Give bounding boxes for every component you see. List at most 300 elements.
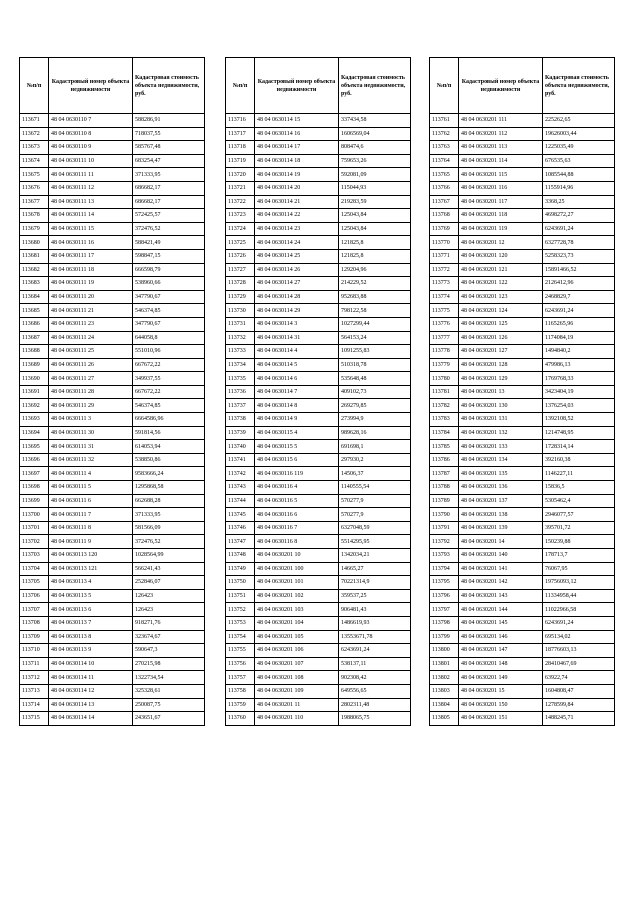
table-row <box>430 616 615 630</box>
cadastral-value: 325328,61 <box>133 684 205 698</box>
table-row <box>226 263 411 277</box>
table-row <box>20 589 205 603</box>
table-row <box>226 154 411 168</box>
row-number: 113736 <box>226 385 255 399</box>
cadastral-number: 48 04 0630114 22 <box>255 209 339 223</box>
cadastral-number: 48 04 0630111 21 <box>49 304 133 318</box>
row-number: 113694 <box>20 426 49 440</box>
table-row <box>226 481 411 495</box>
table-row <box>20 154 205 168</box>
cadastral-number: 48 04 0630114 26 <box>255 263 339 277</box>
cadastral-number: 48 04 0630201 128 <box>459 358 543 372</box>
cadastral-value: 686682,17 <box>133 195 205 209</box>
cadastral-number: 48 04 0630201 110 <box>255 712 339 726</box>
cadastral-value: 125043,84 <box>339 209 411 223</box>
table-row <box>226 331 411 345</box>
cadastral-value: 269279,85 <box>339 399 411 413</box>
cadastral-value: 1146227,11 <box>543 467 615 481</box>
row-number: 113700 <box>20 508 49 522</box>
table-row <box>226 630 411 644</box>
cadastral-number: 48 04 0630201 102 <box>255 589 339 603</box>
cadastral-number: 48 04 0630201 143 <box>459 589 543 603</box>
cadastral-number: 48 04 0630115 5 <box>255 440 339 454</box>
header-num: №п/п <box>430 58 459 114</box>
cadastral-number: 48 04 0630201 105 <box>255 630 339 644</box>
row-number: 113785 <box>430 440 459 454</box>
table-row <box>430 222 615 236</box>
table-row <box>430 562 615 576</box>
cadastral-number: 48 04 0630201 11 <box>255 698 339 712</box>
cadastre-table-3 <box>429 57 615 726</box>
cadastral-number: 48 04 0630114 24 <box>255 236 339 250</box>
row-number: 113737 <box>226 399 255 413</box>
cadastral-number: 48 04 0630116 7 <box>255 521 339 535</box>
cadastral-value: 121825,8 <box>339 236 411 250</box>
cadastral-number: 48 04 0630201 122 <box>459 277 543 291</box>
row-number: 113719 <box>226 154 255 168</box>
cadastral-number: 48 04 0630111 5 <box>49 481 133 495</box>
cadastral-number: 48 04 0630114 17 <box>255 141 339 155</box>
table-row <box>20 671 205 685</box>
table-row <box>20 684 205 698</box>
cadastral-value: 570277,9 <box>339 508 411 522</box>
cadastral-number: 48 04 0630201 140 <box>459 549 543 563</box>
row-number: 113686 <box>20 317 49 331</box>
table-row <box>430 508 615 522</box>
cadastral-value: 225262,65 <box>543 114 615 128</box>
cadastral-number: 48 04 0630113 5 <box>49 589 133 603</box>
table-row <box>430 521 615 535</box>
table-row <box>226 589 411 603</box>
cadastral-number: 48 04 0630114 10 <box>49 657 133 671</box>
row-number: 113786 <box>430 453 459 467</box>
table-row <box>226 399 411 413</box>
cadastral-number: 48 04 0630114 7 <box>255 385 339 399</box>
table-row <box>20 616 205 630</box>
row-number: 113735 <box>226 372 255 386</box>
cadastral-number: 48 04 0630201 139 <box>459 521 543 535</box>
table-row <box>430 440 615 454</box>
row-number: 113778 <box>430 345 459 359</box>
table-row <box>20 576 205 590</box>
row-number: 113689 <box>20 358 49 372</box>
cadastral-number: 48 04 0630113 8 <box>49 630 133 644</box>
table-row <box>20 549 205 563</box>
row-number: 113784 <box>430 426 459 440</box>
cadastral-number: 48 04 0630201 116 <box>459 181 543 195</box>
table-row <box>430 426 615 440</box>
cadastral-number: 48 04 0630111 4 <box>49 467 133 481</box>
cadastral-number: 48 04 0630114 3 <box>255 317 339 331</box>
table-row <box>226 562 411 576</box>
cadastral-number: 48 04 0630201 121 <box>459 263 543 277</box>
cadastral-number: 48 04 0630201 101 <box>255 576 339 590</box>
cadastral-number: 48 04 0630111 3 <box>49 413 133 427</box>
cadastral-value: 798122,58 <box>339 304 411 318</box>
cadastral-value: 409102,73 <box>339 385 411 399</box>
row-number: 113754 <box>226 630 255 644</box>
cadastral-number: 48 04 0630201 12 <box>459 236 543 250</box>
cadastral-number: 48 04 0630111 32 <box>49 453 133 467</box>
cadastral-number: 48 04 0630201 111 <box>459 114 543 128</box>
cadastral-value: 6243691,24 <box>543 222 615 236</box>
table-row <box>430 263 615 277</box>
table-row <box>226 413 411 427</box>
table-row <box>430 481 615 495</box>
cadastral-value: 1988065,75 <box>339 712 411 726</box>
header-cadastral: Кадастровый номер объекта недвижимости <box>49 58 133 114</box>
table-row <box>20 535 205 549</box>
cadastral-value: 2126412,96 <box>543 277 615 291</box>
cadastral-value: 676535,63 <box>543 154 615 168</box>
table-row <box>20 481 205 495</box>
cadastral-value: 359537,25 <box>339 589 411 603</box>
cadastral-value: 1278599,84 <box>543 698 615 712</box>
cadastral-number: 48 04 0630111 25 <box>49 345 133 359</box>
row-number: 113725 <box>226 236 255 250</box>
row-number: 113724 <box>226 222 255 236</box>
row-number: 113781 <box>430 385 459 399</box>
cadastral-number: 48 04 0630111 24 <box>49 331 133 345</box>
cadastral-value: 178713,7 <box>543 549 615 563</box>
cadastral-value: 6243691,24 <box>543 304 615 318</box>
cadastral-number: 48 04 0630201 147 <box>459 644 543 658</box>
cadastral-number: 48 04 0630201 103 <box>255 603 339 617</box>
table-row <box>226 535 411 549</box>
cadastral-value: 566241,43 <box>133 562 205 576</box>
table-row <box>430 209 615 223</box>
table-row <box>20 222 205 236</box>
row-number: 113685 <box>20 304 49 318</box>
row-number: 113795 <box>430 576 459 590</box>
table-row <box>20 426 205 440</box>
table-row <box>226 521 411 535</box>
row-number: 113679 <box>20 222 49 236</box>
table-row <box>20 277 205 291</box>
table-row <box>430 453 615 467</box>
table-row <box>20 399 205 413</box>
cadastral-value: 115044,93 <box>339 181 411 195</box>
cadastral-value: 718037,55 <box>133 127 205 141</box>
row-number: 113697 <box>20 467 49 481</box>
table-row <box>20 508 205 522</box>
row-number: 113748 <box>226 549 255 563</box>
table-row <box>20 290 205 304</box>
cadastral-value: 4698272,27 <box>543 209 615 223</box>
table-row <box>430 249 615 263</box>
row-number: 113740 <box>226 440 255 454</box>
cadastral-number: 48 04 0630113 7 <box>49 616 133 630</box>
cadastral-value: 219283,59 <box>339 195 411 209</box>
table-row <box>430 154 615 168</box>
row-number: 113690 <box>20 372 49 386</box>
table-row <box>226 372 411 386</box>
cadastral-number: 48 04 0630111 18 <box>49 263 133 277</box>
row-number: 113746 <box>226 521 255 535</box>
row-number: 113799 <box>430 630 459 644</box>
cadastral-value: 538137,11 <box>339 657 411 671</box>
cadastral-number: 48 04 0630111 12 <box>49 181 133 195</box>
cadastral-number: 48 04 0630116 4 <box>255 481 339 495</box>
row-number: 113675 <box>20 168 49 182</box>
table-body <box>430 114 615 726</box>
cadastral-number: 48 04 0630201 136 <box>459 481 543 495</box>
cadastral-value: 273994,9 <box>339 413 411 427</box>
cadastral-number: 48 04 0630114 21 <box>255 195 339 209</box>
cadastral-value: 592081,09 <box>339 168 411 182</box>
row-number: 113677 <box>20 195 49 209</box>
cadastral-value: 1342034,21 <box>339 549 411 563</box>
table-row <box>20 209 205 223</box>
row-number: 113672 <box>20 127 49 141</box>
cadastral-value: 14665,27 <box>339 562 411 576</box>
row-number: 113745 <box>226 508 255 522</box>
row-number: 113732 <box>226 331 255 345</box>
cadastral-value: 243651,67 <box>133 712 205 726</box>
cadastral-number: 48 04 0630114 29 <box>255 304 339 318</box>
row-number: 113750 <box>226 576 255 590</box>
row-number: 113702 <box>20 535 49 549</box>
cadastral-number: 48 04 0630111 29 <box>49 399 133 413</box>
table-row <box>226 114 411 128</box>
row-number: 113695 <box>20 440 49 454</box>
row-number: 113710 <box>20 644 49 658</box>
cadastral-number: 48 04 0630201 133 <box>459 440 543 454</box>
header-cadastral: Кадастровый номер объекта недвижимости <box>459 58 543 114</box>
row-number: 113734 <box>226 358 255 372</box>
table-row <box>430 304 615 318</box>
cadastral-number: 48 04 0630111 20 <box>49 290 133 304</box>
row-number: 113744 <box>226 494 255 508</box>
cadastral-value: 76067,95 <box>543 562 615 576</box>
table-row <box>20 562 205 576</box>
table-row <box>20 372 205 386</box>
header-value: Кадастровая стоимость объекта недвижимости, руб. <box>339 58 411 114</box>
cadastral-number: 48 04 0630115 6 <box>255 453 339 467</box>
cadastral-number: 48 04 0630201 125 <box>459 317 543 331</box>
table-row <box>430 317 615 331</box>
table-row <box>430 494 615 508</box>
cadastral-value: 1028564,99 <box>133 549 205 563</box>
cadastral-number: 48 04 0630201 148 <box>459 657 543 671</box>
cadastral-number: 48 04 0630114 9 <box>255 413 339 427</box>
table-row <box>20 345 205 359</box>
table-row <box>226 358 411 372</box>
table-row <box>430 236 615 250</box>
header-cadastral: Кадастровый номер объекта недвижимости <box>255 58 339 114</box>
cadastral-value: 126423 <box>133 603 205 617</box>
table-body <box>20 114 205 726</box>
cadastral-number: 48 04 0630113 9 <box>49 644 133 658</box>
cadastral-number: 48 04 0630201 127 <box>459 345 543 359</box>
row-number: 113711 <box>20 657 49 671</box>
table-row <box>226 141 411 155</box>
header-row <box>20 58 205 114</box>
row-number: 113722 <box>226 195 255 209</box>
cadastral-number: 48 04 0630201 129 <box>459 372 543 386</box>
row-number: 113715 <box>20 712 49 726</box>
cadastral-number: 48 04 0630201 134 <box>459 453 543 467</box>
cadastral-number: 48 04 0630111 8 <box>49 521 133 535</box>
cadastral-value: 2468829,7 <box>543 290 615 304</box>
cadastral-number: 48 04 0630114 19 <box>255 168 339 182</box>
row-number: 113774 <box>430 290 459 304</box>
cadastral-value: 3368,25 <box>543 195 615 209</box>
row-number: 113759 <box>226 698 255 712</box>
row-number: 113747 <box>226 535 255 549</box>
cadastral-value: 2946077,57 <box>543 508 615 522</box>
cadastral-value: 347790,67 <box>133 290 205 304</box>
cadastral-number: 48 04 0630201 138 <box>459 508 543 522</box>
cadastral-value: 349937,55 <box>133 372 205 386</box>
cadastral-value: 585767,48 <box>133 141 205 155</box>
cadastral-number: 48 04 0630201 10 <box>255 549 339 563</box>
cadastral-value: 572425,57 <box>133 209 205 223</box>
cadastral-number: 48 04 0630201 149 <box>459 671 543 685</box>
table-row <box>20 263 205 277</box>
cadastral-value: 683254,47 <box>133 154 205 168</box>
row-number: 113751 <box>226 589 255 603</box>
cadastral-value: 1728314,14 <box>543 440 615 454</box>
cadastral-number: 48 04 0630201 14 <box>459 535 543 549</box>
row-number: 113792 <box>430 535 459 549</box>
cadastral-value: 1225035,49 <box>543 141 615 155</box>
cadastral-number: 48 04 0630113 120 <box>49 549 133 563</box>
table-row <box>20 644 205 658</box>
table-row <box>226 549 411 563</box>
table-row <box>226 712 411 726</box>
cadastral-number: 48 04 0630201 114 <box>459 154 543 168</box>
cadastral-number: 48 04 0630201 118 <box>459 209 543 223</box>
row-number: 113765 <box>430 168 459 182</box>
cadastral-number: 48 04 0630114 4 <box>255 345 339 359</box>
cadastral-number: 48 04 0630201 145 <box>459 616 543 630</box>
row-number: 113772 <box>430 263 459 277</box>
row-number: 113768 <box>430 209 459 223</box>
table-row <box>430 331 615 345</box>
row-number: 113717 <box>226 127 255 141</box>
header-value: Кадастровая стоимость объекта недвижимости, руб. <box>133 58 205 114</box>
cadastral-value: 1085544,88 <box>543 168 615 182</box>
cadastral-value: 564153,24 <box>339 331 411 345</box>
cadastral-value: 1606569,04 <box>339 127 411 141</box>
row-number: 113716 <box>226 114 255 128</box>
cadastral-number: 48 04 0630201 13 <box>459 385 543 399</box>
row-number: 113708 <box>20 616 49 630</box>
cadastral-value: 11022966,58 <box>543 603 615 617</box>
row-number: 113777 <box>430 331 459 345</box>
row-number: 113798 <box>430 616 459 630</box>
table-row <box>20 236 205 250</box>
cadastral-value: 1155914,96 <box>543 181 615 195</box>
cadastral-value: 70221314,9 <box>339 576 411 590</box>
table-row <box>430 127 615 141</box>
row-number: 113705 <box>20 576 49 590</box>
row-number: 113756 <box>226 657 255 671</box>
row-number: 113796 <box>430 589 459 603</box>
row-number: 113703 <box>20 549 49 563</box>
table-row <box>226 494 411 508</box>
row-number: 113760 <box>226 712 255 726</box>
cadastral-number: 48 04 0630111 9 <box>49 535 133 549</box>
cadastral-number: 48 04 0630201 131 <box>459 413 543 427</box>
cadastral-value: 6243691,24 <box>339 644 411 658</box>
table-row <box>226 508 411 522</box>
cadastral-value: 598847,15 <box>133 249 205 263</box>
cadastral-value: 395701,72 <box>543 521 615 535</box>
table-row <box>20 385 205 399</box>
row-number: 113779 <box>430 358 459 372</box>
cadastral-value: 337434,58 <box>339 114 411 128</box>
cadastral-value: 1091255,83 <box>339 345 411 359</box>
cadastral-number: 48 04 0630201 124 <box>459 304 543 318</box>
cadastral-value: 691698,1 <box>339 440 411 454</box>
cadastral-value: 1376254,03 <box>543 399 615 413</box>
cadastral-value: 538960,66 <box>133 277 205 291</box>
cadastral-value: 667672,22 <box>133 358 205 372</box>
table-body <box>226 114 411 726</box>
cadastral-value: 1027299,44 <box>339 317 411 331</box>
cadastral-number: 48 04 0630111 13 <box>49 195 133 209</box>
row-number: 113793 <box>430 549 459 563</box>
table-row <box>226 236 411 250</box>
table-row <box>430 290 615 304</box>
cadastral-number: 48 04 0630201 112 <box>459 127 543 141</box>
cadastral-number: 48 04 0630201 104 <box>255 616 339 630</box>
cadastral-number: 48 04 0630111 7 <box>49 508 133 522</box>
table-row <box>226 345 411 359</box>
table-row <box>226 644 411 658</box>
cadastral-value: 214229,52 <box>339 277 411 291</box>
row-number: 113782 <box>430 399 459 413</box>
cadastral-number: 48 04 0630111 14 <box>49 209 133 223</box>
table-row <box>430 698 615 712</box>
table-row <box>226 453 411 467</box>
cadastral-value: 392160,38 <box>543 453 615 467</box>
row-number: 113684 <box>20 290 49 304</box>
row-number: 113712 <box>20 671 49 685</box>
cadastral-number: 48 04 0630111 16 <box>49 236 133 250</box>
row-number: 113791 <box>430 521 459 535</box>
table-row <box>430 372 615 386</box>
cadastral-number: 48 04 0630110 8 <box>49 127 133 141</box>
row-number: 113709 <box>20 630 49 644</box>
row-number: 113776 <box>430 317 459 331</box>
row-number: 113797 <box>430 603 459 617</box>
table-row <box>20 467 205 481</box>
cadastral-value: 297930,2 <box>339 453 411 467</box>
cadastral-value: 125043,84 <box>339 222 411 236</box>
cadastral-number: 48 04 0630115 4 <box>255 426 339 440</box>
cadastral-number: 48 04 0630201 113 <box>459 141 543 155</box>
cadastral-value: 121825,8 <box>339 249 411 263</box>
cadastral-number: 48 04 0630114 6 <box>255 372 339 386</box>
row-number: 113762 <box>430 127 459 141</box>
cadastral-value: 11334958,44 <box>543 589 615 603</box>
cadastral-value: 591814,56 <box>133 426 205 440</box>
cadastral-value: 952683,88 <box>339 290 411 304</box>
cadastral-number: 48 04 0630114 13 <box>49 698 133 712</box>
table-row <box>430 168 615 182</box>
cadastral-number: 48 04 0630201 141 <box>459 562 543 576</box>
row-number: 113802 <box>430 671 459 685</box>
cadastral-number: 48 04 0630201 108 <box>255 671 339 685</box>
table-row <box>430 576 615 590</box>
cadastral-number: 48 04 0630114 8 <box>255 399 339 413</box>
row-number: 113696 <box>20 453 49 467</box>
cadastral-value: 906481,43 <box>339 603 411 617</box>
table-row <box>226 181 411 195</box>
